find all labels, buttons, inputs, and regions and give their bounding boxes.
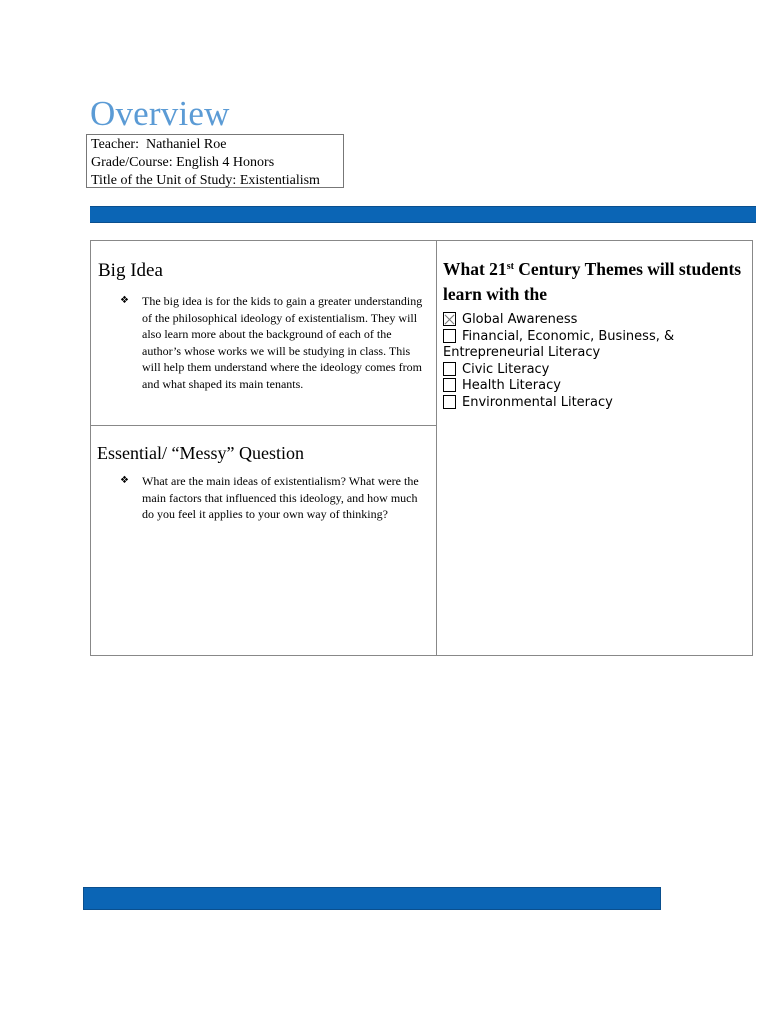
column-divider xyxy=(436,241,437,655)
checkbox-icon[interactable] xyxy=(443,395,456,409)
theme-label: Global Awareness xyxy=(462,312,578,327)
essential-question-heading: Essential/ “Messy” Question xyxy=(97,443,304,463)
course-label: Grade/Course: xyxy=(91,155,177,170)
theme-item-environmental-literacy xyxy=(443,395,748,412)
diamond-bullet-icon: ❖ xyxy=(120,295,129,306)
themes-heading-pre: What 21 xyxy=(443,259,507,279)
big-idea-bullet xyxy=(120,293,426,392)
theme-label: Environmental Literacy xyxy=(462,394,613,410)
checkbox-icon[interactable] xyxy=(443,362,456,376)
teacher-value: Nathaniel Roe xyxy=(145,137,227,152)
diamond-bullet-icon: ❖ xyxy=(120,475,129,486)
theme-item-health-literacy xyxy=(443,378,748,395)
course-line xyxy=(91,154,343,172)
themes-heading-post: Century Themes will students learn with the xyxy=(443,259,742,304)
unit-overview-table xyxy=(90,240,753,656)
theme-label: Civic Literacy xyxy=(462,361,550,377)
unit-title-label: Title of the Unit of Study: xyxy=(91,173,240,188)
big-idea-text: The big idea is for the kids to gain a greater understanding of the philosophical ideology of existentialism. They will also learn more about the background of each of the author’s whose works we will be studying in class. This will help them understand where the ideology comes from and what shaped its main tenants. xyxy=(142,294,423,391)
checkbox-icon[interactable] xyxy=(443,378,456,392)
row-divider xyxy=(91,425,436,426)
themes-checklist xyxy=(443,312,748,411)
checkbox-checked-icon[interactable] xyxy=(443,312,456,326)
top-divider-bar xyxy=(90,206,756,223)
course-value: English 4 Honors xyxy=(176,155,275,170)
theme-item-financial-literacy xyxy=(443,329,748,362)
bottom-divider-bar xyxy=(83,887,661,910)
themes-heading xyxy=(443,257,743,307)
checkbox-icon[interactable] xyxy=(443,329,456,343)
theme-label: Health Literacy xyxy=(462,378,561,393)
unit-info-box xyxy=(86,134,344,188)
essential-question-text: What are the main ideas of existentialism? What were the main factors that influenced this ideology, and how much do you feel it applies to your own way of thinking? xyxy=(142,474,419,521)
theme-item-global-awareness xyxy=(443,312,748,329)
unit-title-value: Existentialism xyxy=(239,173,320,188)
teacher-line xyxy=(91,136,343,154)
theme-item-civic-literacy xyxy=(443,362,748,379)
essential-question-bullet xyxy=(120,473,432,523)
unit-title-line xyxy=(91,172,343,190)
theme-label: Financial, Economic, Business, & Entrepreneurial Literacy xyxy=(443,328,675,360)
page-title: Overview xyxy=(90,94,230,133)
themes-heading-sup: st xyxy=(506,261,514,272)
big-idea-heading: Big Idea xyxy=(98,260,163,281)
teacher-label: Teacher: xyxy=(91,137,146,152)
